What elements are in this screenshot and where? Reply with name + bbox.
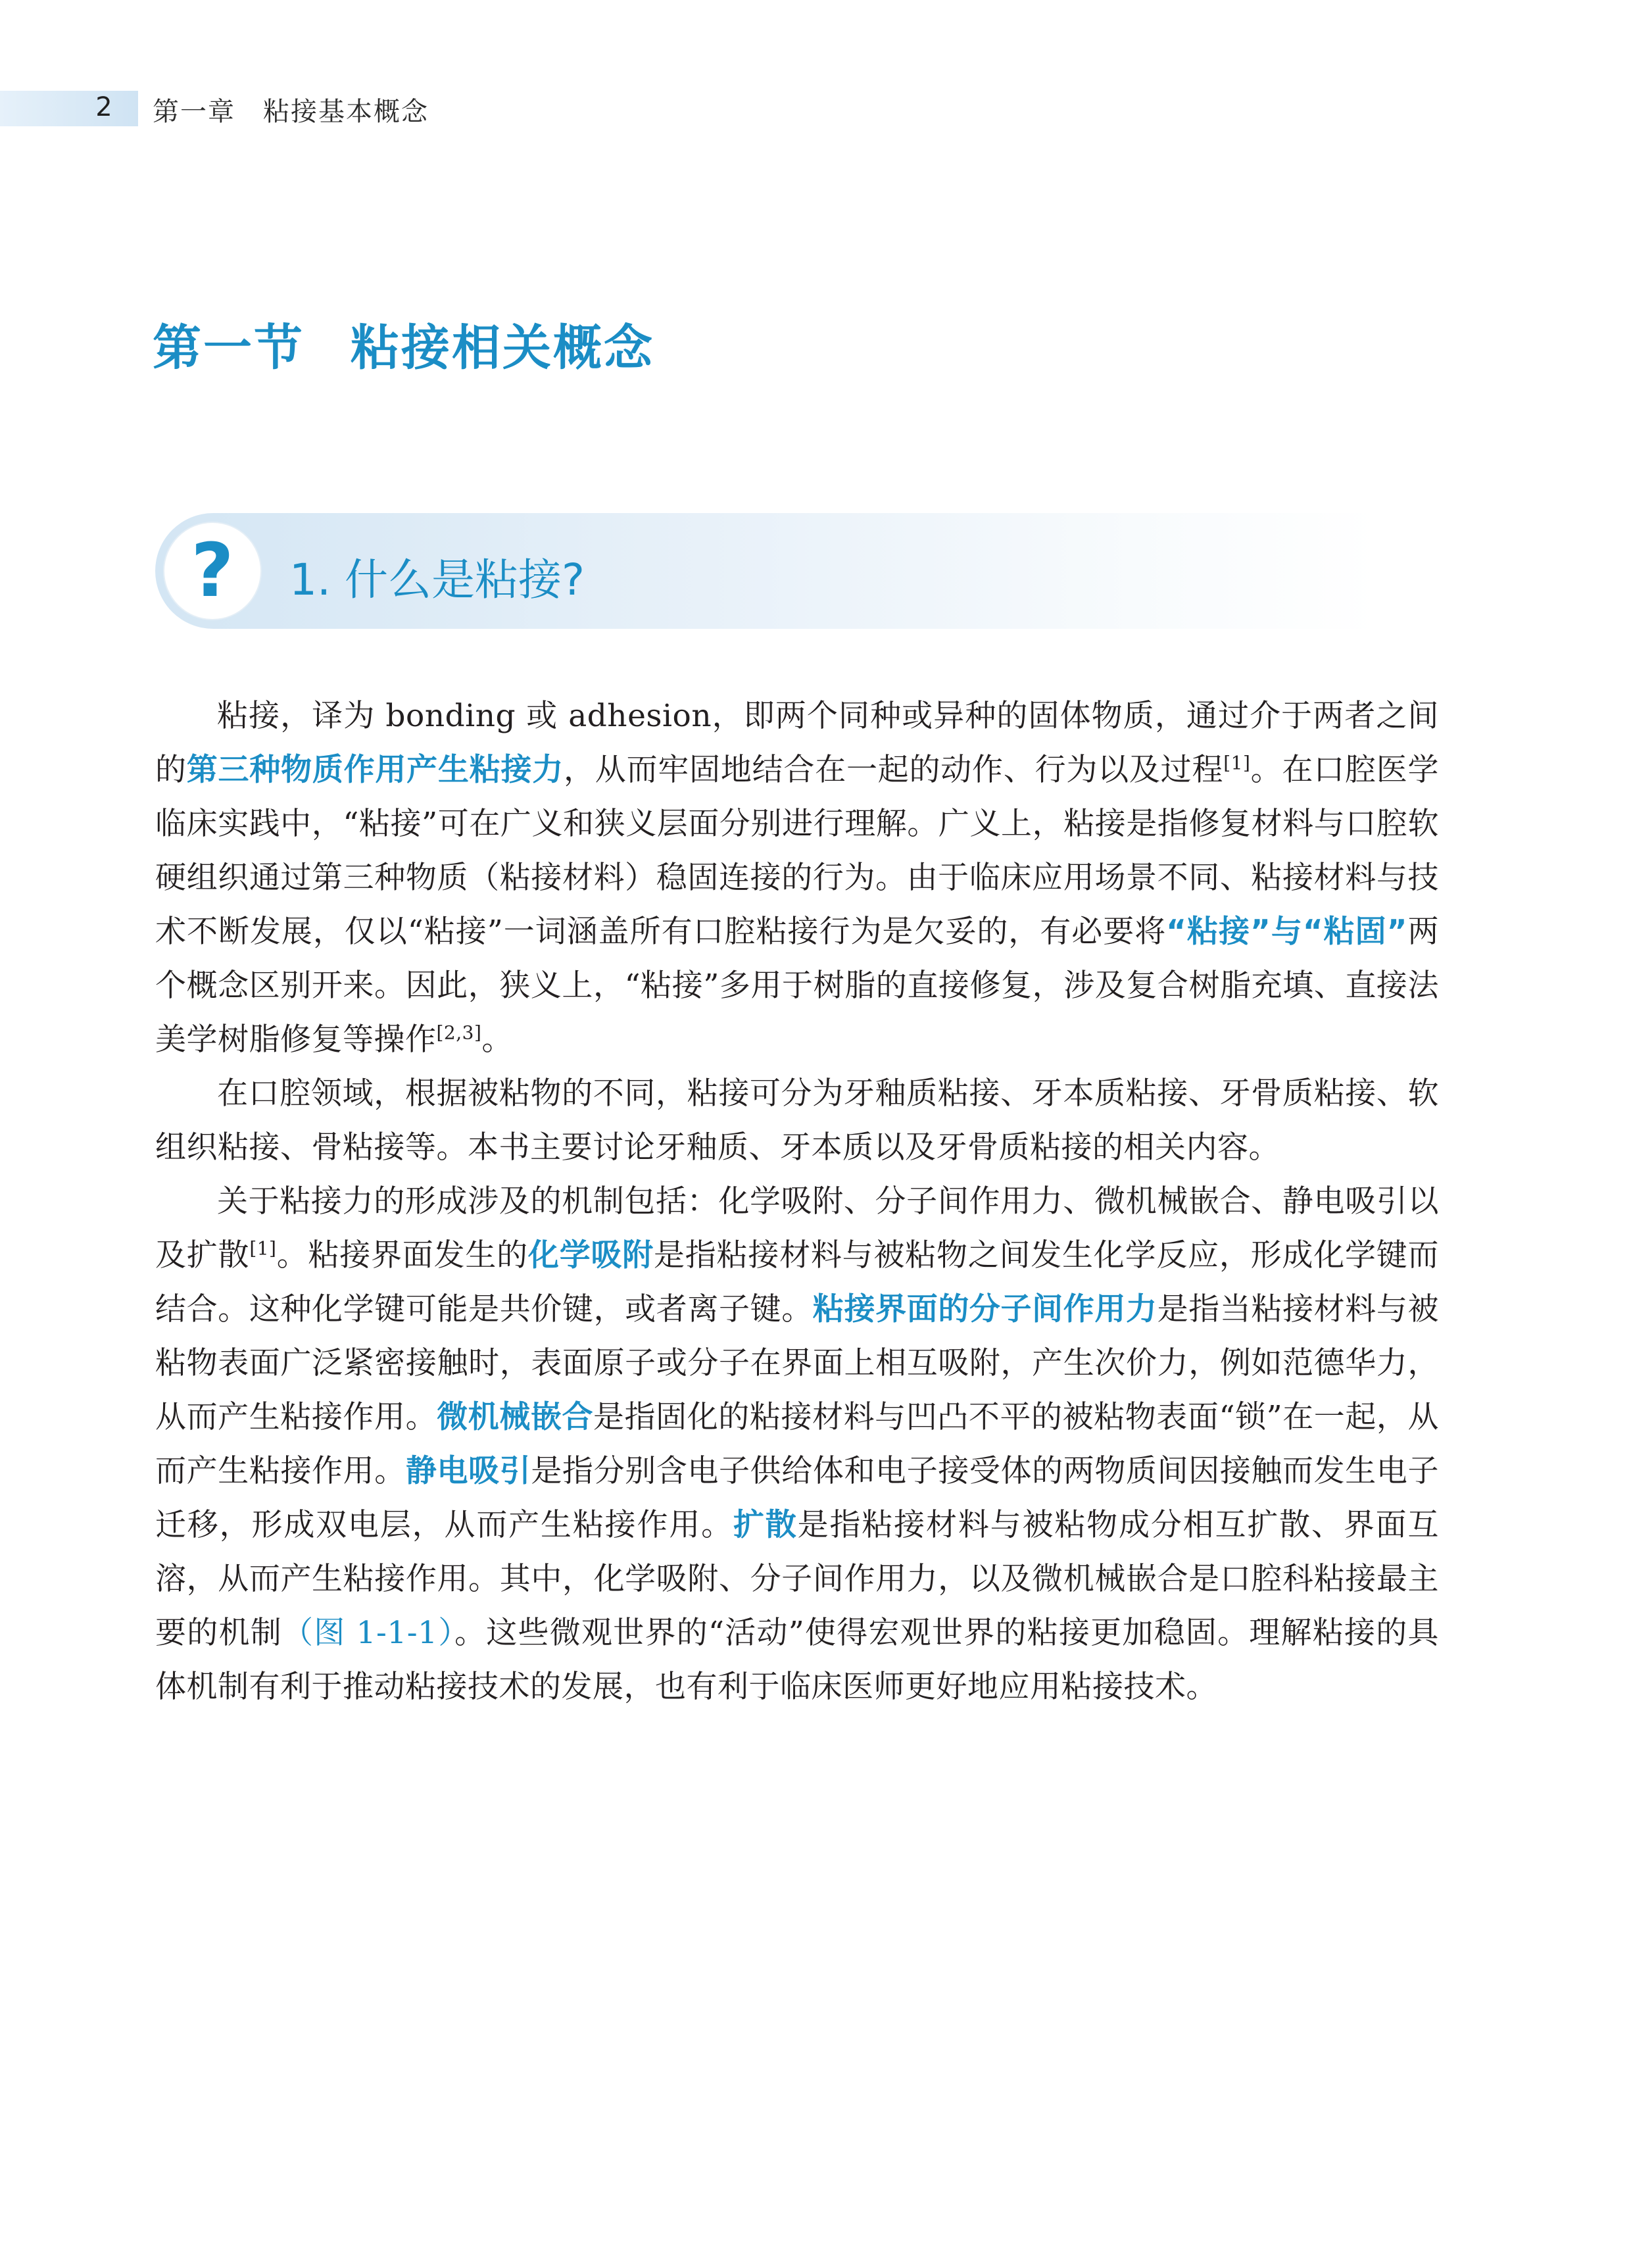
- figure-reference[interactable]: （图 1-1-1）: [281, 1615, 455, 1651]
- paragraph-1: [155, 689, 1439, 1067]
- citation: [1]: [1223, 752, 1251, 774]
- keyword-intermolecular-force: 粘接界面的分子间作用力: [812, 1291, 1157, 1327]
- p1-text-4: 两个概念区别开来。因此，狭义上，“粘接”多用于树脂的直接修复，涉及复合树脂充填、直接法美学树脂修复等操作: [155, 914, 1440, 1058]
- p1-text-5: 。: [481, 1022, 513, 1058]
- p1-text-2: ，从而牢固地结合在一起的动作、行为以及过程: [564, 752, 1224, 788]
- p1-text-1: 粘接，译为 bonding 或 adhesion，即两个同种或异种的固体物质，通过介于两者之间的: [155, 698, 1439, 788]
- keyword-third-substance: 第三种物质作用产生粘接力: [186, 752, 564, 788]
- citation: [1]: [249, 1237, 277, 1260]
- header-bar: [0, 91, 138, 126]
- p3-text-7: 是指粘接材料与被粘物成分相互扩散、界面互溶，从而产生粘接作用。其中，化学吸附、分子间作用力，以及微机械嵌合是口腔科粘接最主要的机制: [155, 1507, 1440, 1651]
- section-number: 第一节: [153, 320, 304, 376]
- body-text: [155, 689, 1439, 1714]
- section-name: 粘接相关概念: [351, 320, 654, 376]
- p3-text-4: 是指当粘接材料与被粘物表面广泛紧密接触时，表面原子或分子在界面上相互吸附，产生次价力，例如范德华力，从而产生粘接作用。: [155, 1291, 1440, 1435]
- p2-text-1: 在口腔领域，根据被粘物的不同，粘接可分为牙釉质粘接、牙本质粘接、牙骨质粘接、软组织粘接、骨粘接等。本书主要讨论牙釉质、牙本质以及牙骨质粘接的相关内容。: [155, 1075, 1439, 1166]
- p3-text-5: 是指固化的粘接材料与凹凸不平的被粘物表面“锁”在一起，从而产生粘接作用。: [155, 1399, 1440, 1489]
- paragraph-3: [155, 1175, 1439, 1714]
- p3-text-8: 。这些微观世界的“活动”使得宏观世界的粘接更加稳固。理解粘接的具体机制有利于推动粘接技术的发展，也有利于临床医师更好地应用粘接技术。: [155, 1615, 1439, 1705]
- paragraph-2: [155, 1067, 1439, 1175]
- p3-text-2: 。粘接界面发生的: [276, 1237, 528, 1273]
- citation: [2,3]: [436, 1022, 482, 1044]
- page-number: 2: [95, 92, 112, 122]
- keyword-diffusion: 扩散: [733, 1507, 798, 1543]
- p1-text-3: 。在口腔医学临床实践中，“粘接”可在广义和狭义层面分别进行理解。广义上，粘接是指修复材料与口腔软硬组织通过第三种物质（粘接材料）稳固连接的行为。由于临床应用场景不同、粘接材料与技术不断发展，仅以“粘接”一词涵盖所有口腔粘接行为是欠妥的，有必要将: [155, 752, 1440, 950]
- p3-text-3: 是指粘接材料与被粘物之间发生化学反应，形成化学键而结合。这种化学键可能是共价键，或者离子键。: [155, 1237, 1440, 1327]
- keyword-micromechanical-interlocking: 微机械嵌合: [437, 1399, 594, 1435]
- question-title: 1. 什么是粘接?: [289, 555, 585, 605]
- keyword-electrostatic-attraction: 静电吸引: [405, 1453, 531, 1489]
- keyword-chemical-adsorption: 化学吸附: [527, 1237, 654, 1273]
- keyword-bonding-vs-cementation: “粘接”与“粘固”: [1166, 914, 1408, 950]
- p3-text-6: 是指分别含电子供给体和电子接受体的两物质间因接触而发生电子迁移，形成双电层，从而产生粘接作用。: [155, 1453, 1440, 1543]
- running-title: 第一章 粘接基本概念: [153, 97, 429, 127]
- p3-text-1: 关于粘接力的形成涉及的机制包括：化学吸附、分子间作用力、微机械嵌合、静电吸引以及扩散: [155, 1183, 1439, 1273]
- question-mark-icon: ?: [191, 528, 234, 614]
- section-title: [153, 309, 654, 379]
